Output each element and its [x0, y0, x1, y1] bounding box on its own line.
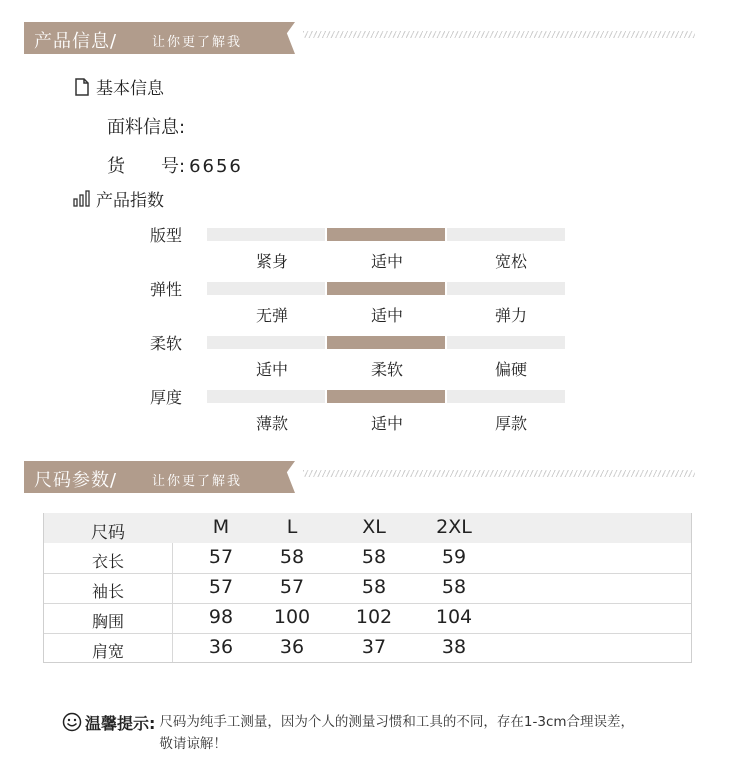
header-cell: L	[286, 516, 298, 538]
table-cell: 36	[279, 636, 305, 658]
banner-title: 尺码参数/	[34, 470, 118, 491]
table-cell: 38	[441, 636, 467, 658]
table-cell: 57	[208, 546, 234, 568]
table-cell: 100	[273, 606, 311, 628]
table-row	[44, 543, 691, 574]
index-label: 厚度	[150, 388, 183, 407]
index-option: 宽松	[494, 252, 527, 271]
index-option: 适中	[255, 360, 288, 379]
table-cell: 59	[441, 546, 467, 568]
table-cell: 58	[361, 546, 387, 568]
table-cell: 37	[361, 636, 387, 658]
table-cell: 57	[279, 576, 305, 598]
index-option: 无弹	[255, 306, 288, 325]
index-segment	[447, 228, 565, 241]
item-number-label: 货 号:	[107, 156, 186, 177]
tip-title: 温馨提示:	[85, 714, 156, 733]
document-icon	[72, 77, 92, 97]
table-cell: 102	[355, 606, 393, 628]
smiley-icon	[62, 712, 82, 732]
index-segment	[207, 336, 325, 349]
index-segment-selected	[327, 390, 445, 403]
index-segment	[207, 282, 325, 295]
product-index-heading-text: 产品指数	[96, 191, 164, 211]
index-option: 适中	[370, 306, 403, 325]
index-segment-selected	[327, 336, 445, 349]
index-option: 柔软	[370, 360, 403, 379]
table-cell: 57	[208, 576, 234, 598]
header-cell: M	[212, 516, 230, 538]
index-label: 版型	[150, 226, 183, 245]
row-label: 肩宽	[91, 642, 124, 661]
size-table	[43, 513, 692, 663]
bar-chart-icon	[72, 189, 92, 209]
index-label: 柔软	[150, 334, 183, 353]
warm-tip	[62, 711, 639, 755]
index-option: 厚款	[494, 414, 527, 433]
fabric-label: 面料信息:	[107, 117, 186, 138]
table-row	[44, 603, 691, 634]
item-number-value: 6656	[189, 156, 243, 177]
index-segment	[207, 228, 325, 241]
header-cell: 尺码	[91, 523, 125, 543]
table-cell: 58	[361, 576, 387, 598]
section-banner-size-params	[24, 461, 295, 493]
size-table-header	[44, 513, 691, 543]
index-segment	[447, 336, 565, 349]
fabric-info-line	[107, 113, 185, 139]
index-segment	[447, 282, 565, 295]
table-cell: 98	[208, 606, 234, 628]
header-cell: XL	[362, 516, 386, 538]
index-segment-selected	[327, 282, 445, 295]
banner-dash-line	[303, 31, 695, 38]
index-option: 适中	[370, 252, 403, 271]
basic-info-heading	[72, 74, 164, 99]
header-cell: 2XL	[436, 516, 472, 538]
table-cell: 58	[441, 576, 467, 598]
banner-title: 产品信息/	[34, 31, 118, 52]
banner-subtitle: 让你更了解我	[152, 474, 243, 489]
index-option: 适中	[370, 414, 403, 433]
row-label: 胸围	[91, 612, 124, 631]
index-option: 紧身	[255, 252, 288, 271]
table-cell: 58	[279, 546, 305, 568]
index-option: 偏硬	[494, 360, 527, 379]
row-label: 袖长	[91, 582, 124, 601]
table-row	[44, 633, 691, 663]
row-label: 衣长	[91, 552, 124, 571]
banner-subtitle: 让你更了解我	[152, 35, 243, 50]
banner-dash-line	[303, 470, 695, 477]
basic-info-heading-text: 基本信息	[96, 79, 164, 99]
index-segment	[447, 390, 565, 403]
table-row	[44, 573, 691, 604]
table-cell: 36	[208, 636, 234, 658]
item-number-line	[107, 152, 243, 178]
index-option: 薄款	[255, 414, 288, 433]
index-option: 弹力	[494, 306, 527, 325]
index-segment-selected	[327, 228, 445, 241]
product-index-heading	[72, 186, 164, 211]
index-segment	[207, 390, 325, 403]
tip-text: 尺码为纯手工测量，因为个人的测量习惯和工具的不同，存在1-3cm合理误差，敬请谅解！	[159, 714, 635, 752]
section-banner-product-info	[24, 22, 295, 54]
index-label: 弹性	[150, 280, 183, 299]
table-cell: 104	[435, 606, 473, 628]
